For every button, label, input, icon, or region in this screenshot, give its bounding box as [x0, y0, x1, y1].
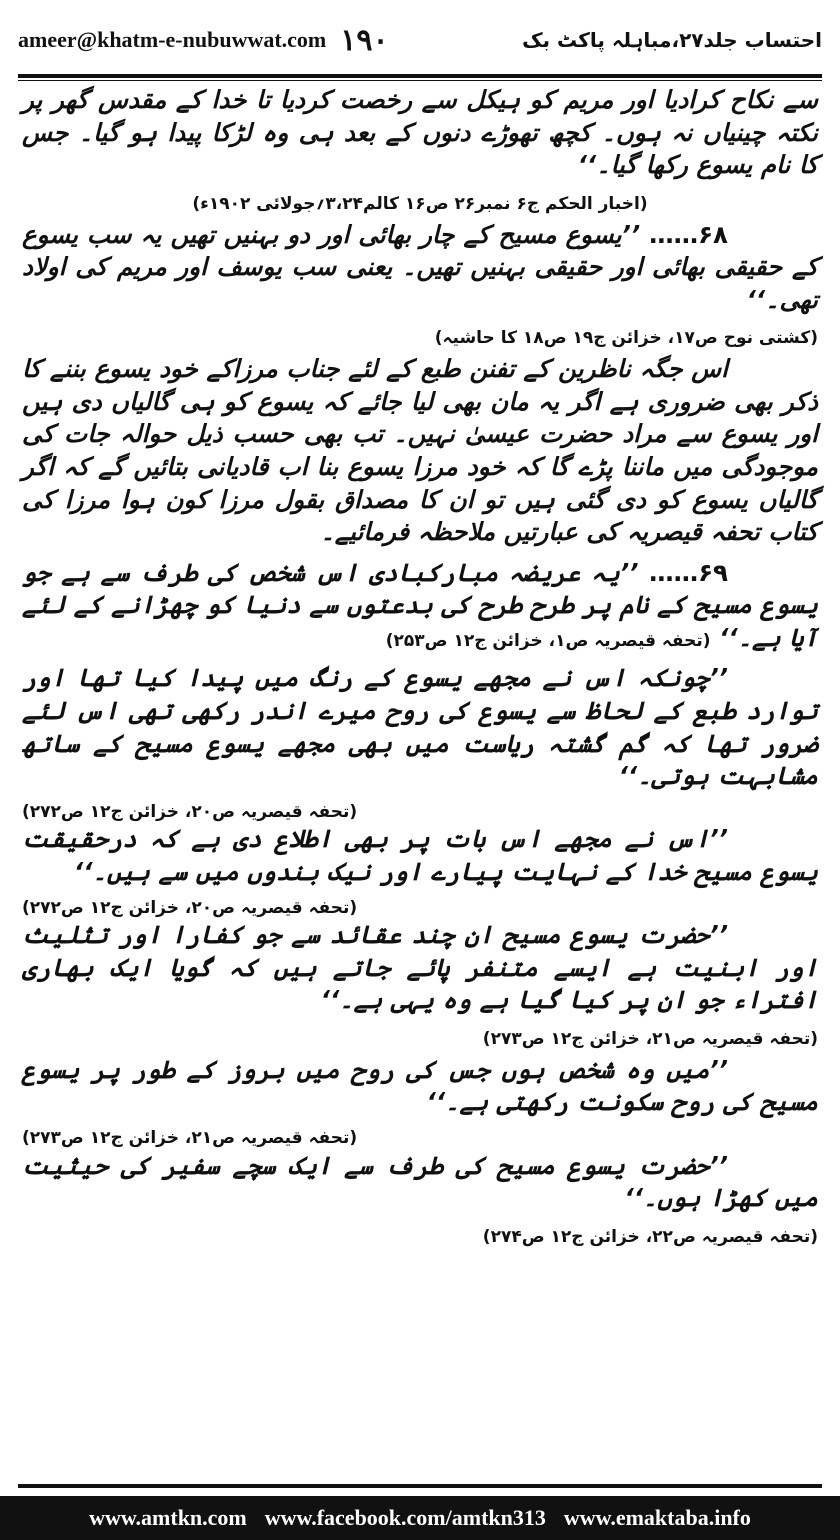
- page-body: [22, 84, 818, 1464]
- paragraph-1: سے نکاح کرادیا اور مریم کو ہیکل سے رخصت کردیا تا خدا کے مقدس گھر پر نکتہ چینیاں نہ ہوں۔ کچھ تھوڑے دنوں کے بعد ہی وہ لڑکا پیدا ہو گیا۔ جس کا نام یسوع رکھا گیا۔‘‘: [22, 85, 818, 180]
- reference-6: (تحفہ قیصریہ ص۲۰، خزائن ج۱۲ ص۲۷۲): [22, 897, 358, 918]
- reference-7: (تحفہ قیصریہ ص۲۱، خزائن ج۱۲ ص۲۷۳): [482, 1028, 818, 1049]
- reference-4: (تحفہ قیصریہ ص۱، خزائن ج۱۲ ص۲۵۳): [385, 630, 711, 651]
- paragraph-68-text: ’’یسوع مسیح کے چار بھائی اور دو بہنیں تھیں یہ سب یسوع کے حقیقی بھائی اور حقیقی بہنیں تھیں۔ یعنی سب یوسف اور مریم کی اولاد تھی۔‘‘: [22, 219, 818, 314]
- reference-9: (تحفہ قیصریہ ص۲۲، خزائن ج۱۲ ص۲۷۴): [482, 1226, 818, 1247]
- page-number: ۱۹۰: [340, 22, 389, 58]
- paragraph-68: [22, 219, 818, 317]
- paragraph-6: ’’اس نے مجھے اس بات پر بھی اطلاع دی ہے کہ درحقیقت یسوع مسیح خدا کے نہایت پیارے اور نیک بندوں میں سے ہیں۔‘‘: [22, 824, 818, 886]
- paragraph-69-text: ’’یہ عریضہ مبارکبادی اس شخص کی طرف سے ہے جو یسوع مسیح کے نام پر طرح طرح کی بدعتوں سے دنیا کو چھڑانے کے لئے آیا ہے۔‘‘: [22, 557, 818, 652]
- paragraph-7: ’’حضرت یسوع مسیح ان چند عقائد سے جو کفارا اور تثلیث اور ابنیت ہے ایسے متنفر پائے جاتے ہیں کہ گویا ایک بھاری افتراء جو ان پر کیا گیا ہے وہ یہی ہے۔‘‘: [22, 920, 818, 1015]
- paragraph-8: ’’میں وہ شخص ہوں جس کی روح میں بروز کے طور پر یسوع مسیح کی روح سکونت رکھتی ہے۔‘‘: [22, 1054, 818, 1117]
- header-rule-thick: [18, 74, 822, 78]
- paragraph-9: ’’حضرت یسوع مسیح کی طرف سے ایک سچے سفیر کی حیثیت میں کھڑا ہوں۔‘‘: [22, 1150, 818, 1213]
- reference-8: (تحفہ قیصریہ ص۲۱، خزائن ج۱۲ ص۲۷۳): [22, 1127, 358, 1148]
- reference-1: (اخبار الحکم ج۶ نمبر۲۶ ص۱۶ کالم۳،۲۴؍جولائی ۱۹۰۲ء): [192, 193, 648, 214]
- reference-5: (تحفہ قیصریہ ص۲۰، خزائن ج۱۲ ص۲۷۲): [22, 801, 358, 822]
- book-title: احتساب جلد۲۷،مباہلہ پاکٹ بک: [522, 28, 822, 52]
- header-email: ameer@khatm-e-nubuwwat.com: [18, 27, 327, 52]
- item-number-68: ۶۸……: [640, 219, 728, 249]
- footer-link-emaktaba[interactable]: www.emaktaba.info: [563, 1505, 751, 1530]
- reference-2: (کشتی نوح ص۱۷، خزائن ج۱۹ ص۱۸ کا حاشیہ): [434, 328, 818, 349]
- header-rule-thin: [18, 80, 822, 81]
- paragraph-5: ’’چونکہ اس نے مجھے یسوع کے رنگ میں پیدا کیا تھا اور توارد طبع کے لحاظ سے یسوع کی روح میرے اندر رکھی تھی اس لئے ضرور تھا کہ گم گشتہ ریاست میں بھی مجھے یسوع مسیح کے ساتھ مشابہت ہوتی۔‘‘: [22, 663, 818, 791]
- paragraph-69: [22, 557, 818, 655]
- footer-link-facebook[interactable]: www.facebook.com/amtkn313: [264, 1505, 546, 1530]
- page-header: [18, 8, 822, 72]
- footer-rule: [18, 1484, 822, 1488]
- page-footer: [0, 1496, 840, 1540]
- paragraph-3: اس جگہ ناظرین کے تفنن طبع کے لئے جناب مرزاکے خود یسوع بننے کا ذکر بھی ضروری ہے اگر یہ مان بھی لیا جائے کہ یسوع کو ہی گالیاں دی ہیں اور یسوع سے مراد حضرت عیسیٰ نہیں۔ تب بھی حسب ذیل حوالہ جات کی موجودگی میں ماننا پڑے گا کہ خود مرزا یسوع بنا اب قادیانی بتائیں گے کہ اگر گالیاں یسوع کو دی گئی ہیں تو ان کا مصداق بقول مرزا کون ہوا مرزا کی کتاب تحفہ قیصریہ کی عبارتیں ملاحظہ فرمائیے۔: [22, 354, 818, 547]
- item-number-69: ۶۹……: [638, 557, 728, 587]
- footer-link-amtkn[interactable]: www.amtkn.com: [89, 1505, 247, 1530]
